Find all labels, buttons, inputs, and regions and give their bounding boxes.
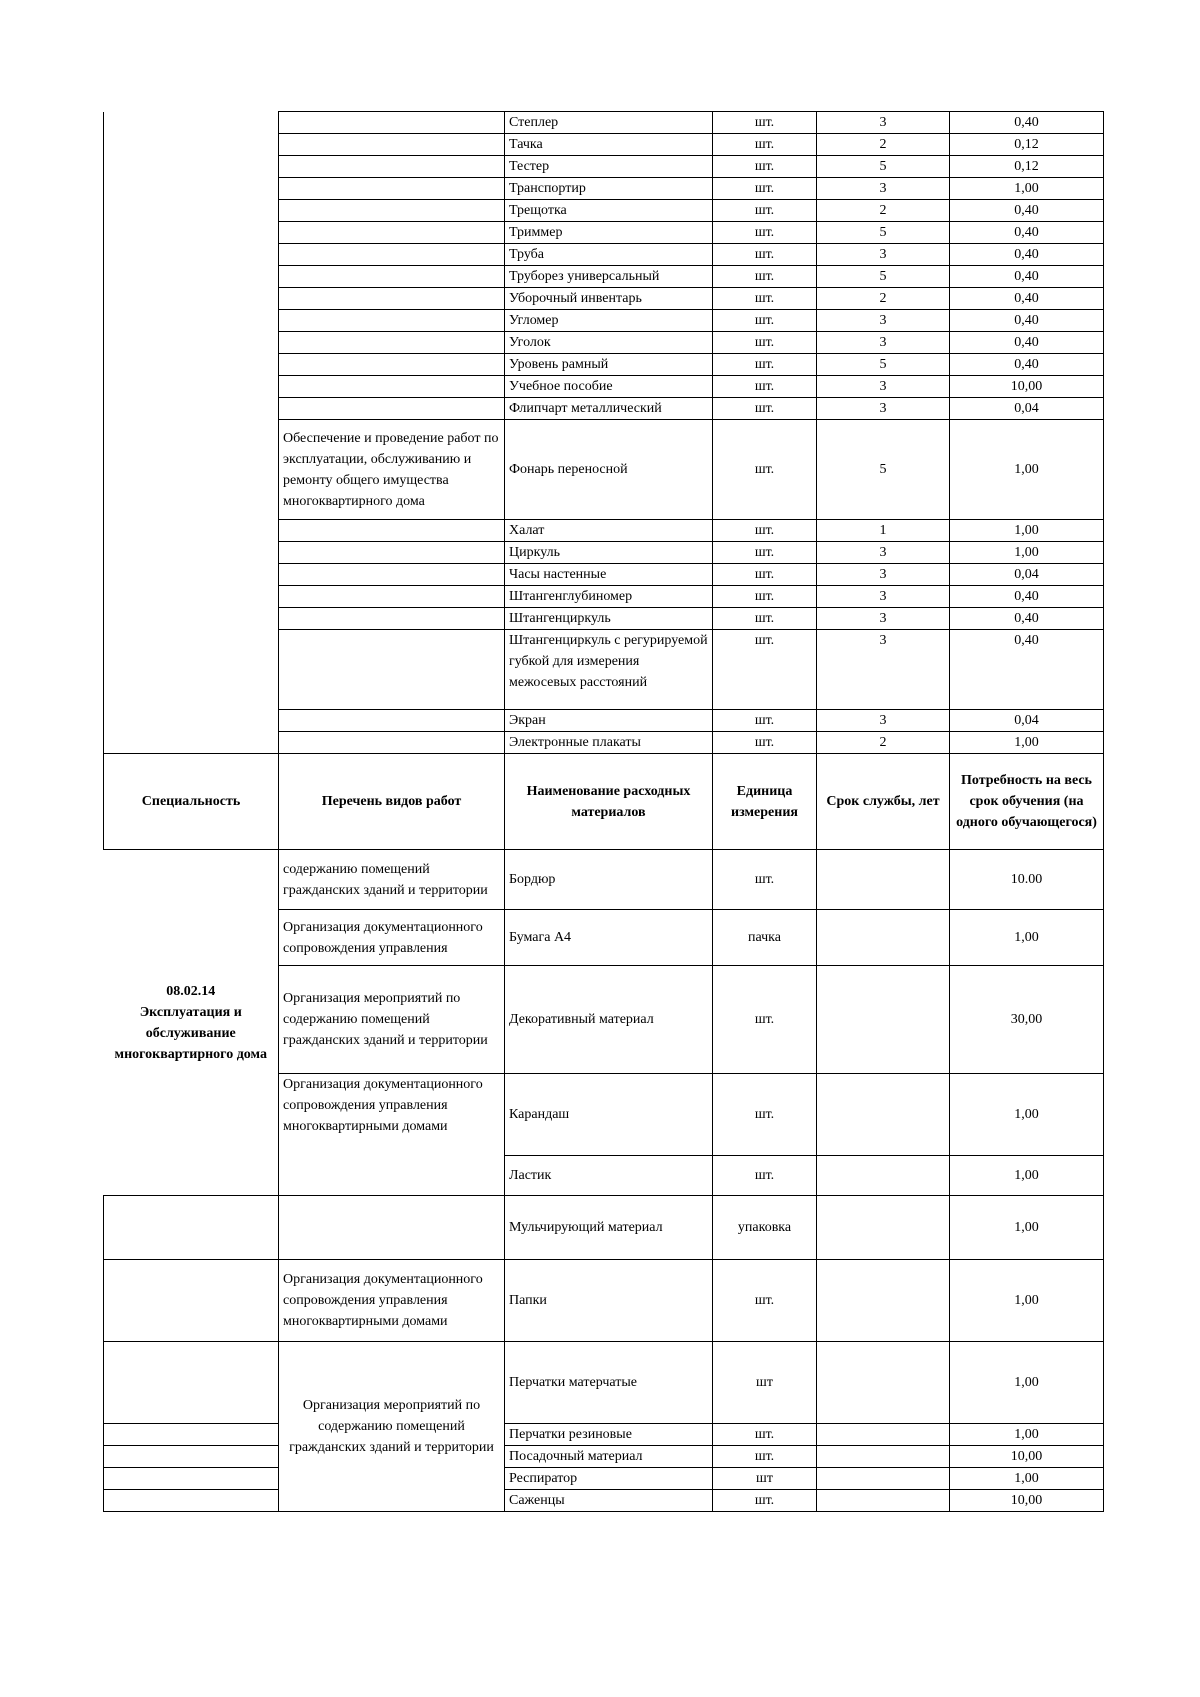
material-name-cell: Уголок (505, 332, 713, 354)
work-type-cell (279, 332, 505, 354)
service-life-cell: 2 (817, 732, 950, 754)
work-type-cell (279, 732, 505, 754)
service-life-cell: 5 (817, 222, 950, 244)
unit-cell: шт. (713, 1490, 817, 1512)
material-name-cell: Штангенглубиномер (505, 586, 713, 608)
material-name-cell: Перчатки резиновые (505, 1424, 713, 1446)
need-cell: 10,00 (950, 1490, 1104, 1512)
service-life-cell: 3 (817, 332, 950, 354)
need-cell: 0,40 (950, 630, 1104, 710)
specialty-cell-empty (104, 1490, 279, 1512)
service-life-cell: 3 (817, 564, 950, 586)
service-life-cell (817, 1260, 950, 1342)
work-type-cell (279, 112, 505, 134)
material-name-cell: Перчатки матерчатые (505, 1342, 713, 1424)
need-cell: 0,40 (950, 354, 1104, 376)
material-name-cell: Тачка (505, 134, 713, 156)
service-life-cell: 5 (817, 354, 950, 376)
service-life-cell: 3 (817, 398, 950, 420)
need-cell: 0,40 (950, 310, 1104, 332)
need-cell: 1,00 (950, 1074, 1104, 1156)
need-cell: 0,40 (950, 112, 1104, 134)
work-type-cell: Организация документационного сопровождения управления (279, 910, 505, 966)
service-life-cell: 3 (817, 112, 950, 134)
service-life-cell (817, 1468, 950, 1490)
need-cell: 1,00 (950, 1468, 1104, 1490)
material-name-cell: Трещотка (505, 200, 713, 222)
materials-table (103, 111, 1104, 1512)
work-type-cell (279, 156, 505, 178)
header-need: Потребность на весь срок обучения (на одного обучающегося) (950, 754, 1104, 850)
table-row (104, 1490, 1104, 1512)
material-name-cell: Степлер (505, 112, 713, 134)
work-type-cell (279, 376, 505, 398)
material-name-cell: Тестер (505, 156, 713, 178)
specialty-cell-empty (104, 1468, 279, 1490)
work-type-cell: Обеспечение и проведение работ по эксплуатации, обслуживанию и ремонту общего имущества многоквартирного дома (279, 420, 505, 520)
unit-cell: шт. (713, 178, 817, 200)
work-type-cell (279, 1196, 505, 1260)
service-life-cell: 3 (817, 178, 950, 200)
need-cell: 1,00 (950, 420, 1104, 520)
unit-cell: упаковка (713, 1196, 817, 1260)
work-type-cell (279, 398, 505, 420)
work-type-cell (279, 630, 505, 710)
header-material: Наименование расходных материалов (505, 754, 713, 850)
work-type-cell (279, 266, 505, 288)
unit-cell: шт. (713, 850, 817, 910)
service-life-cell: 5 (817, 156, 950, 178)
need-cell: 1,00 (950, 520, 1104, 542)
specialty-cell-empty (104, 1196, 279, 1260)
need-cell: 1,00 (950, 1424, 1104, 1446)
material-name-cell: Труба (505, 244, 713, 266)
work-type-cell (279, 244, 505, 266)
work-type-cell (279, 222, 505, 244)
need-cell: 0,04 (950, 564, 1104, 586)
need-cell: 0,40 (950, 586, 1104, 608)
unit-cell: шт. (713, 354, 817, 376)
table-row (104, 1260, 1104, 1342)
unit-cell: шт. (713, 1446, 817, 1468)
need-cell: 0,04 (950, 710, 1104, 732)
need-cell: 1,00 (950, 1156, 1104, 1196)
material-name-cell: Халат (505, 520, 713, 542)
header-unit: Единица измерения (713, 754, 817, 850)
service-life-cell (817, 966, 950, 1074)
material-name-cell: Циркуль (505, 542, 713, 564)
material-name-cell: Респиратор (505, 1468, 713, 1490)
specialty-cell-empty (104, 1260, 279, 1342)
work-type-cell (279, 200, 505, 222)
unit-cell: шт. (713, 156, 817, 178)
service-life-cell: 2 (817, 200, 950, 222)
work-type-cell (279, 134, 505, 156)
material-name-cell: Экран (505, 710, 713, 732)
material-name-cell: Учебное пособие (505, 376, 713, 398)
need-cell: 1,00 (950, 1196, 1104, 1260)
unit-cell: шт. (713, 732, 817, 754)
service-life-cell (817, 1446, 950, 1468)
unit-cell: шт. (713, 520, 817, 542)
need-cell: 10,00 (950, 1446, 1104, 1468)
material-name-cell: Триммер (505, 222, 713, 244)
unit-cell: шт. (713, 332, 817, 354)
need-cell: 10,00 (950, 376, 1104, 398)
service-life-cell: 5 (817, 266, 950, 288)
service-life-cell (817, 1074, 950, 1156)
service-life-cell: 3 (817, 608, 950, 630)
need-cell: 0,40 (950, 266, 1104, 288)
material-name-cell: Уровень рамный (505, 354, 713, 376)
table-row (104, 1424, 1104, 1446)
need-cell: 0,12 (950, 156, 1104, 178)
work-type-cell: Организация документационного сопровождения управления многоквартирными домами (279, 1260, 505, 1342)
material-name-cell: Флипчарт металлический (505, 398, 713, 420)
unit-cell: шт. (713, 1074, 817, 1156)
unit-cell: шт. (713, 310, 817, 332)
work-type-cell: содержанию помещений гражданских зданий и территории (279, 850, 505, 910)
header-works: Перечень видов работ (279, 754, 505, 850)
need-cell: 1,00 (950, 1260, 1104, 1342)
specialty-cell (104, 850, 279, 1196)
unit-cell: шт. (713, 608, 817, 630)
work-type-cell: Организация мероприятий по содержанию помещений гражданских зданий и территории (279, 1342, 505, 1512)
unit-cell: шт (713, 1468, 817, 1490)
material-name-cell: Папки (505, 1260, 713, 1342)
need-cell: 0,04 (950, 398, 1104, 420)
service-life-cell (817, 1490, 950, 1512)
work-type-cell: Организация мероприятий по содержанию помещений гражданских зданий и территории (279, 966, 505, 1074)
material-name-cell: Ластик (505, 1156, 713, 1196)
work-type-cell (279, 608, 505, 630)
material-name-cell: Часы настенные (505, 564, 713, 586)
material-name-cell: Карандаш (505, 1074, 713, 1156)
service-life-cell: 1 (817, 520, 950, 542)
service-life-cell (817, 850, 950, 910)
specialty-cell-empty (104, 1446, 279, 1468)
work-type-cell (279, 710, 505, 732)
material-name-cell: Мульчирующий материал (505, 1196, 713, 1260)
specialty-cell-empty (104, 1342, 279, 1424)
service-life-cell: 3 (817, 376, 950, 398)
need-cell: 10.00 (950, 850, 1104, 910)
work-type-cell (279, 520, 505, 542)
unit-cell: шт. (713, 420, 817, 520)
material-name-cell: Уборочный инвентарь (505, 288, 713, 310)
work-type-cell: Организация документационного сопровождения управления многоквартирными домами (279, 1074, 505, 1196)
need-cell: 1,00 (950, 542, 1104, 564)
material-name-cell: Бумага А4 (505, 910, 713, 966)
unit-cell: шт. (713, 200, 817, 222)
need-cell: 1,00 (950, 732, 1104, 754)
service-life-cell: 5 (817, 420, 950, 520)
unit-cell: шт. (713, 244, 817, 266)
unit-cell: шт. (713, 1156, 817, 1196)
work-type-cell (279, 564, 505, 586)
unit-cell: шт. (713, 288, 817, 310)
service-life-cell (817, 1342, 950, 1424)
material-name-cell: Бордюр (505, 850, 713, 910)
service-life-cell (817, 910, 950, 966)
material-name-cell: Декоративный материал (505, 966, 713, 1074)
work-type-cell (279, 586, 505, 608)
table-row (104, 1342, 1104, 1424)
need-cell: 30,00 (950, 966, 1104, 1074)
material-name-cell: Электронные плакаты (505, 732, 713, 754)
unit-cell: шт. (713, 710, 817, 732)
need-cell: 0,12 (950, 134, 1104, 156)
header-row (104, 754, 1104, 850)
work-type-cell (279, 310, 505, 332)
service-life-cell: 3 (817, 710, 950, 732)
table-row (104, 1196, 1104, 1260)
service-life-cell: 3 (817, 586, 950, 608)
service-life-cell: 3 (817, 542, 950, 564)
unit-cell: шт. (713, 966, 817, 1074)
header-service-life: Срок службы, лет (817, 754, 950, 850)
need-cell: 0,40 (950, 244, 1104, 266)
specialty-code: 08.02.14 (166, 983, 216, 999)
unit-cell: шт. (713, 1424, 817, 1446)
service-life-cell: 3 (817, 630, 950, 710)
need-cell: 0,40 (950, 288, 1104, 310)
material-name-cell: Штангенциркуль с регурируемой губкой для измерения межосевых расстояний (505, 630, 713, 710)
need-cell: 1,00 (950, 910, 1104, 966)
header-specialty: Специальность (104, 754, 279, 850)
service-life-cell: 2 (817, 134, 950, 156)
service-life-cell: 2 (817, 288, 950, 310)
need-cell: 1,00 (950, 1342, 1104, 1424)
material-name-cell: Труборез универсальный (505, 266, 713, 288)
work-type-cell (279, 354, 505, 376)
unit-cell: шт. (713, 376, 817, 398)
table-body (104, 112, 1104, 1512)
unit-cell: шт. (713, 266, 817, 288)
need-cell: 0,40 (950, 200, 1104, 222)
need-cell: 0,40 (950, 222, 1104, 244)
service-life-cell (817, 1424, 950, 1446)
material-name-cell: Посадочный материал (505, 1446, 713, 1468)
material-name-cell: Транспортир (505, 178, 713, 200)
unit-cell: шт. (713, 630, 817, 710)
table-row (104, 850, 1104, 910)
work-type-cell (279, 178, 505, 200)
unit-cell: шт. (713, 542, 817, 564)
specialty-cell-empty (104, 112, 279, 754)
unit-cell: шт. (713, 586, 817, 608)
need-cell: 0,40 (950, 608, 1104, 630)
unit-cell: шт. (713, 564, 817, 586)
unit-cell: шт. (713, 398, 817, 420)
unit-cell: шт. (713, 134, 817, 156)
service-life-cell: 3 (817, 310, 950, 332)
table-row (104, 1446, 1104, 1468)
unit-cell: шт. (713, 222, 817, 244)
need-cell: 0,40 (950, 332, 1104, 354)
work-type-cell (279, 288, 505, 310)
unit-cell: шт (713, 1342, 817, 1424)
unit-cell: шт. (713, 112, 817, 134)
specialty-cell-empty (104, 1424, 279, 1446)
material-name-cell: Угломер (505, 310, 713, 332)
work-type-cell (279, 542, 505, 564)
material-name-cell: Штангенциркуль (505, 608, 713, 630)
material-name-cell: Фонарь переносной (505, 420, 713, 520)
table-row (104, 1468, 1104, 1490)
unit-cell: шт. (713, 1260, 817, 1342)
specialty-name: Эксплуатация и обслуживание многоквартирного дома (114, 1004, 267, 1062)
service-life-cell: 3 (817, 244, 950, 266)
table-row (104, 112, 1104, 134)
service-life-cell (817, 1156, 950, 1196)
service-life-cell (817, 1196, 950, 1260)
need-cell: 1,00 (950, 178, 1104, 200)
material-name-cell: Саженцы (505, 1490, 713, 1512)
unit-cell: пачка (713, 910, 817, 966)
